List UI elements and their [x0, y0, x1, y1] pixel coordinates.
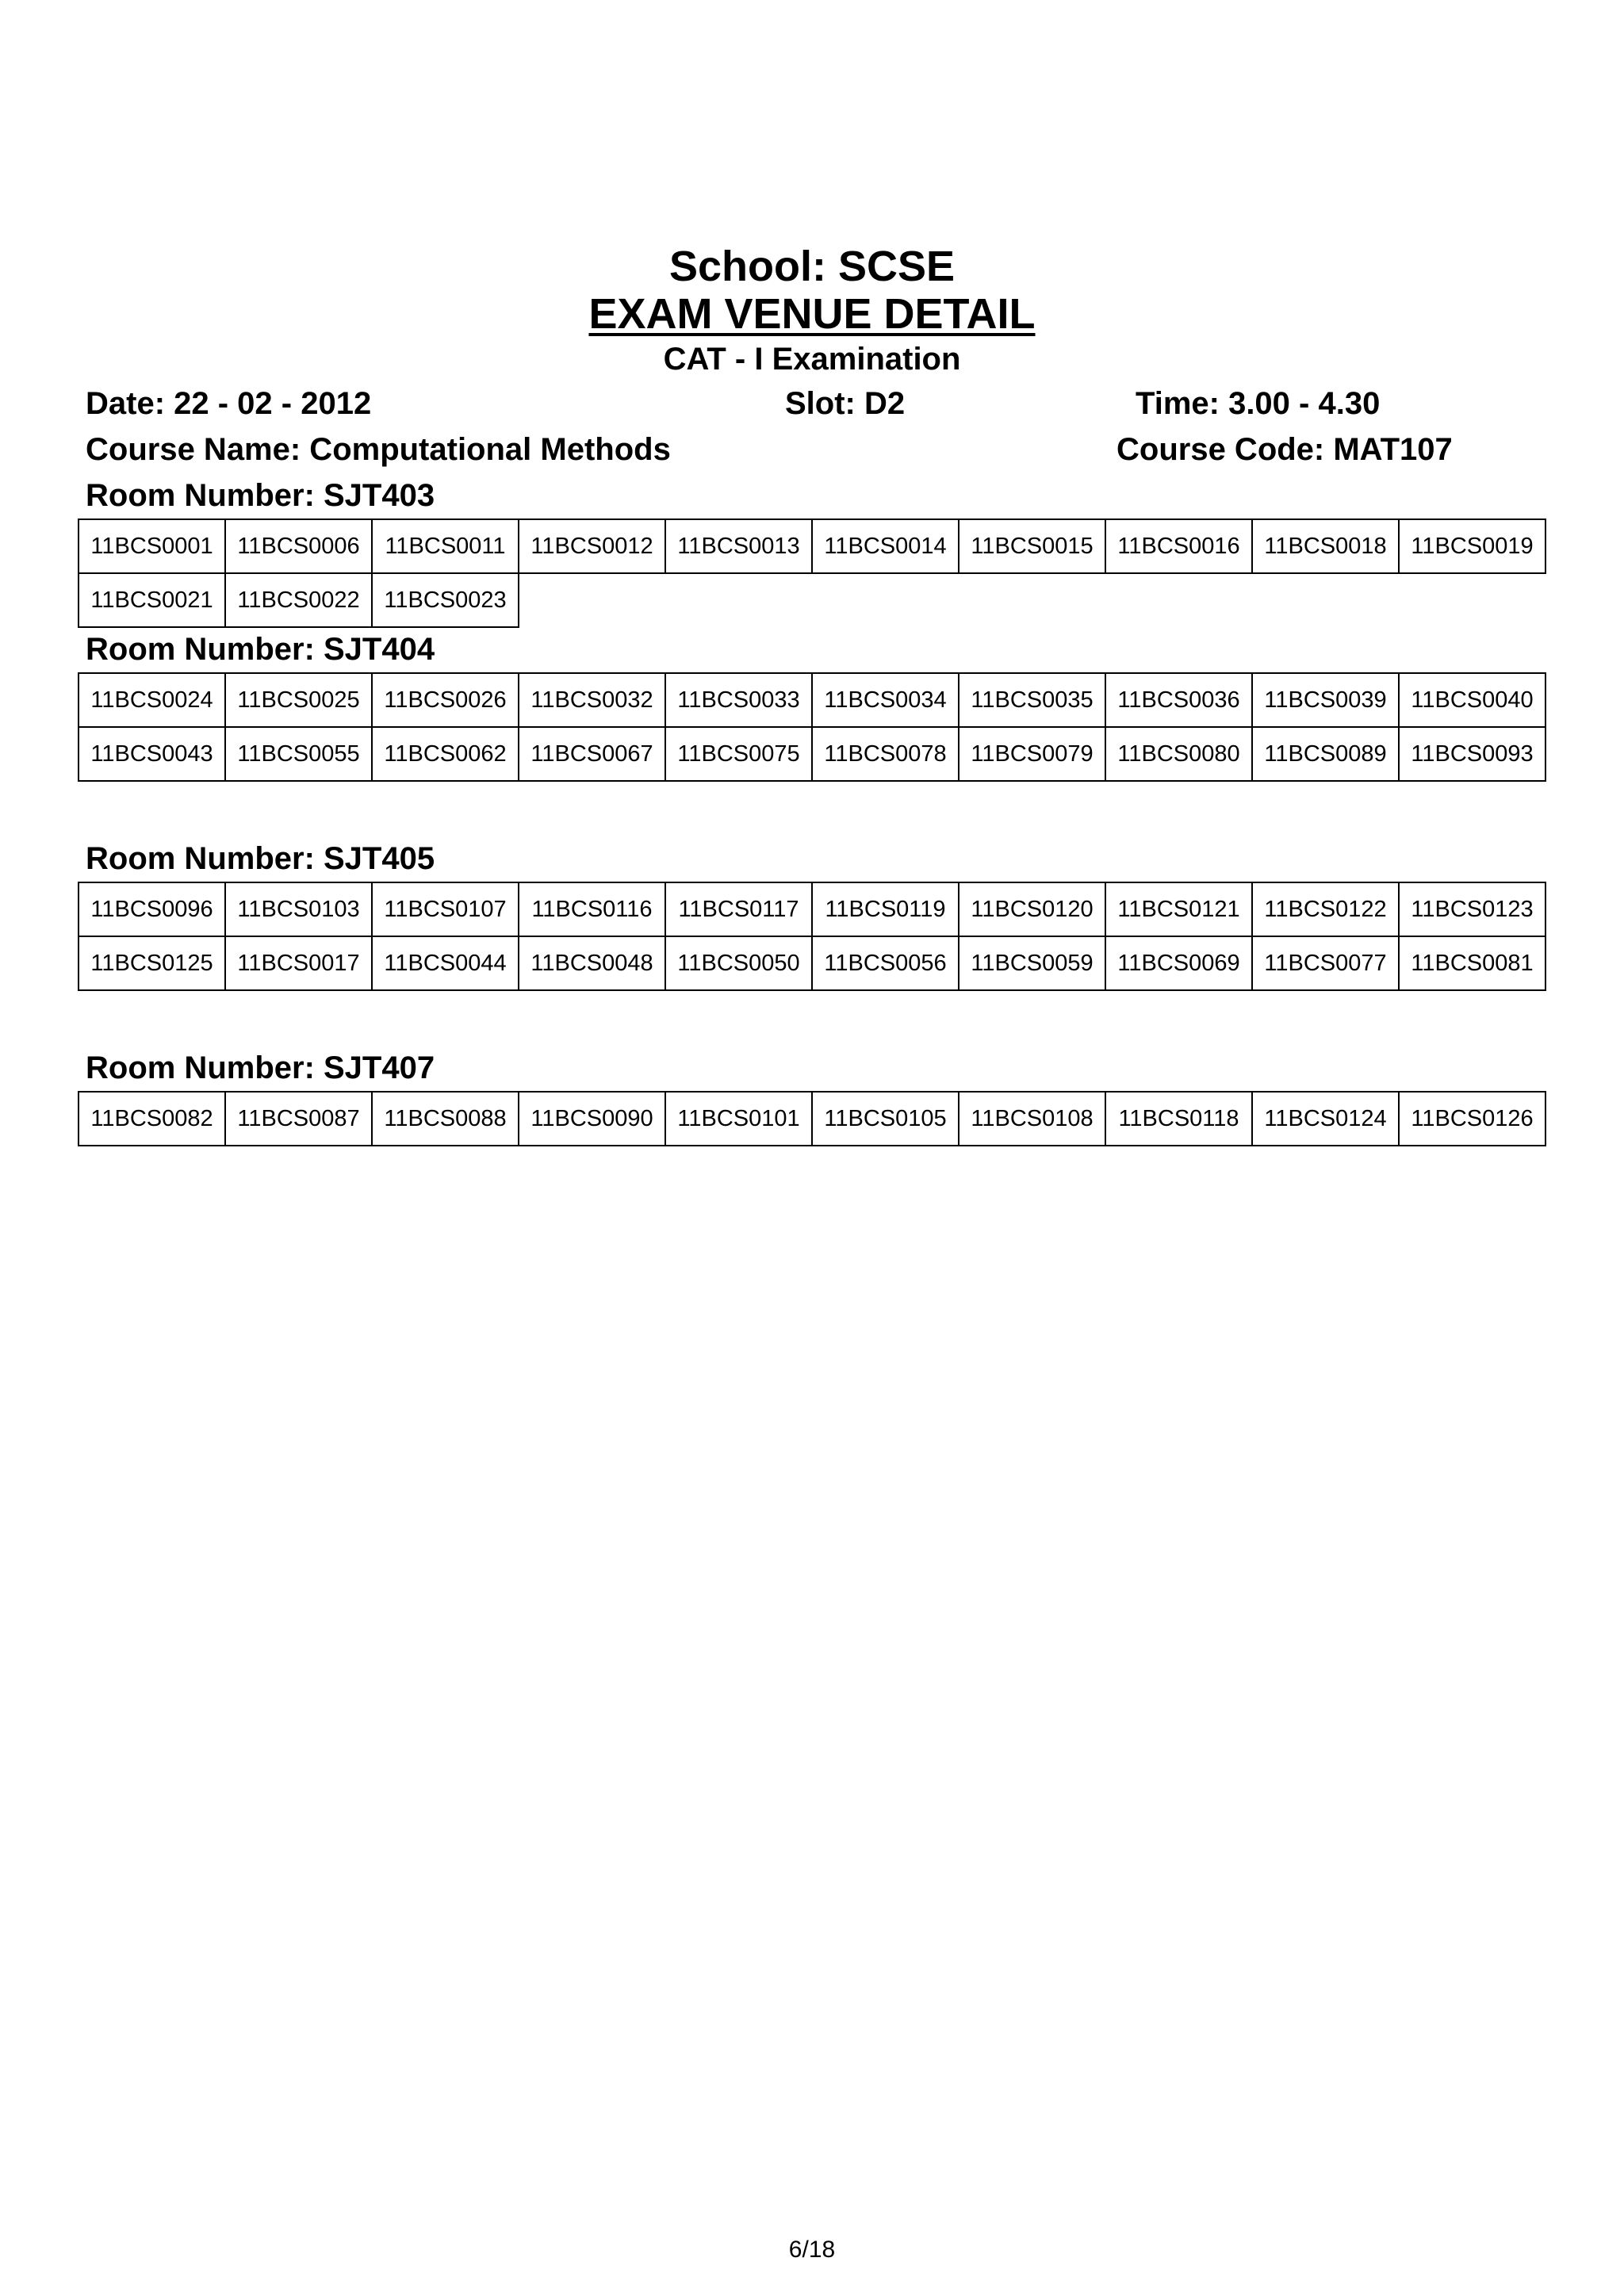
- roll-number-cell: 11BCS0032: [519, 673, 665, 727]
- exam-name: CAT - I Examination: [663, 342, 961, 377]
- roll-number-cell: 11BCS0044: [372, 936, 519, 990]
- room-number-sjt407: Room Number: SJT407: [86, 1050, 435, 1085]
- room-sjt405-table: [78, 882, 1546, 991]
- document-title-text: EXAM VENUE DETAIL: [588, 290, 1036, 338]
- roll-number-cell: 11BCS0001: [79, 519, 225, 573]
- roll-number-cell: 11BCS0043: [79, 727, 225, 781]
- room-number-sjt404: Room Number: SJT404: [86, 632, 435, 667]
- room-sjt404-table: [78, 672, 1546, 782]
- table-row: [79, 936, 1545, 990]
- roll-number-cell: 11BCS0016: [1105, 519, 1252, 573]
- roll-number-cell: 11BCS0013: [665, 519, 812, 573]
- roll-number-cell: 11BCS0120: [959, 882, 1105, 936]
- roll-number-cell: 11BCS0117: [665, 882, 812, 936]
- room-sjt407-table: [78, 1091, 1546, 1146]
- roll-number-cell: 11BCS0021: [79, 573, 225, 627]
- course-code: Course Code: MAT107: [1116, 432, 1453, 467]
- exam-date: Date: 22 - 02 - 2012: [86, 386, 372, 421]
- roll-number-cell: 11BCS0050: [665, 936, 812, 990]
- roll-number-cell: 11BCS0019: [1399, 519, 1545, 573]
- roll-number-cell: 11BCS0126: [1399, 1092, 1545, 1146]
- roll-number-cell: 11BCS0080: [1105, 727, 1252, 781]
- roll-number-cell: 11BCS0018: [1252, 519, 1399, 573]
- roll-number-cell: 11BCS0119: [812, 882, 959, 936]
- room-number-sjt403: Room Number: SJT403: [86, 478, 435, 513]
- roll-number-cell: 11BCS0048: [519, 936, 665, 990]
- roll-number-cell: 11BCS0124: [1252, 1092, 1399, 1146]
- roll-number-cell: 11BCS0014: [812, 519, 959, 573]
- table-row: [79, 727, 1545, 781]
- roll-number-cell: 11BCS0024: [79, 673, 225, 727]
- roll-number-cell: 11BCS0116: [519, 882, 665, 936]
- roll-number-cell: 11BCS0059: [959, 936, 1105, 990]
- room-number-sjt405: Room Number: SJT405: [86, 841, 435, 876]
- roll-number-cell: 11BCS0077: [1252, 936, 1399, 990]
- roll-number-cell: 11BCS0062: [372, 727, 519, 781]
- roll-number-cell: 11BCS0015: [959, 519, 1105, 573]
- roll-number-cell: 11BCS0088: [372, 1092, 519, 1146]
- room-sjt403-table-continued: [78, 572, 519, 628]
- roll-number-cell: 11BCS0040: [1399, 673, 1545, 727]
- room-sjt403-table: [78, 519, 1546, 574]
- roll-number-cell: 11BCS0025: [225, 673, 372, 727]
- roll-number-cell: 11BCS0033: [665, 673, 812, 727]
- roll-number-cell: 11BCS0069: [1105, 936, 1252, 990]
- roll-number-cell: 11BCS0067: [519, 727, 665, 781]
- table-row: [79, 519, 1545, 573]
- document-title: [0, 287, 1624, 341]
- roll-number-cell: 11BCS0026: [372, 673, 519, 727]
- roll-number-cell: 11BCS0093: [1399, 727, 1545, 781]
- roll-number-cell: 11BCS0022: [225, 573, 372, 627]
- table-row: [79, 1092, 1545, 1146]
- roll-number-cell: 11BCS0055: [225, 727, 372, 781]
- table-row: [79, 673, 1545, 727]
- roll-number-cell: 11BCS0035: [959, 673, 1105, 727]
- roll-number-cell: 11BCS0034: [812, 673, 959, 727]
- roll-number-cell: 11BCS0075: [665, 727, 812, 781]
- exam-slot: Slot: D2: [785, 386, 906, 421]
- roll-number-cell: 11BCS0125: [79, 936, 225, 990]
- roll-number-cell: 11BCS0006: [225, 519, 372, 573]
- course-name: Course Name: Computational Methods: [86, 432, 671, 467]
- roll-number-cell: 11BCS0089: [1252, 727, 1399, 781]
- roll-number-cell: 11BCS0105: [812, 1092, 959, 1146]
- roll-number-cell: 11BCS0096: [79, 882, 225, 936]
- roll-number-cell: 11BCS0123: [1399, 882, 1545, 936]
- roll-number-cell: 11BCS0118: [1105, 1092, 1252, 1146]
- table-row: [79, 882, 1545, 936]
- roll-number-cell: 11BCS0012: [519, 519, 665, 573]
- roll-number-cell: 11BCS0036: [1105, 673, 1252, 727]
- exam-time: Time: 3.00 - 4.30: [1136, 386, 1381, 421]
- roll-number-cell: 11BCS0056: [812, 936, 959, 990]
- roll-number-cell: 11BCS0090: [519, 1092, 665, 1146]
- roll-number-cell: 11BCS0108: [959, 1092, 1105, 1146]
- table-row: [79, 573, 519, 627]
- roll-number-cell: 11BCS0078: [812, 727, 959, 781]
- roll-number-cell: 11BCS0107: [372, 882, 519, 936]
- roll-number-cell: 11BCS0081: [1399, 936, 1545, 990]
- roll-number-cell: 11BCS0122: [1252, 882, 1399, 936]
- roll-number-cell: 11BCS0082: [79, 1092, 225, 1146]
- roll-number-cell: 11BCS0011: [372, 519, 519, 573]
- roll-number-cell: 11BCS0103: [225, 882, 372, 936]
- roll-number-cell: 11BCS0023: [372, 573, 519, 627]
- roll-number-cell: 11BCS0087: [225, 1092, 372, 1146]
- roll-number-cell: 11BCS0079: [959, 727, 1105, 781]
- roll-number-cell: 11BCS0101: [665, 1092, 812, 1146]
- page-number: 6/18: [788, 2237, 836, 2263]
- roll-number-cell: 11BCS0121: [1105, 882, 1252, 936]
- roll-number-cell: 11BCS0017: [225, 936, 372, 990]
- school-heading: School: SCSE: [668, 243, 956, 290]
- roll-number-cell: 11BCS0039: [1252, 673, 1399, 727]
